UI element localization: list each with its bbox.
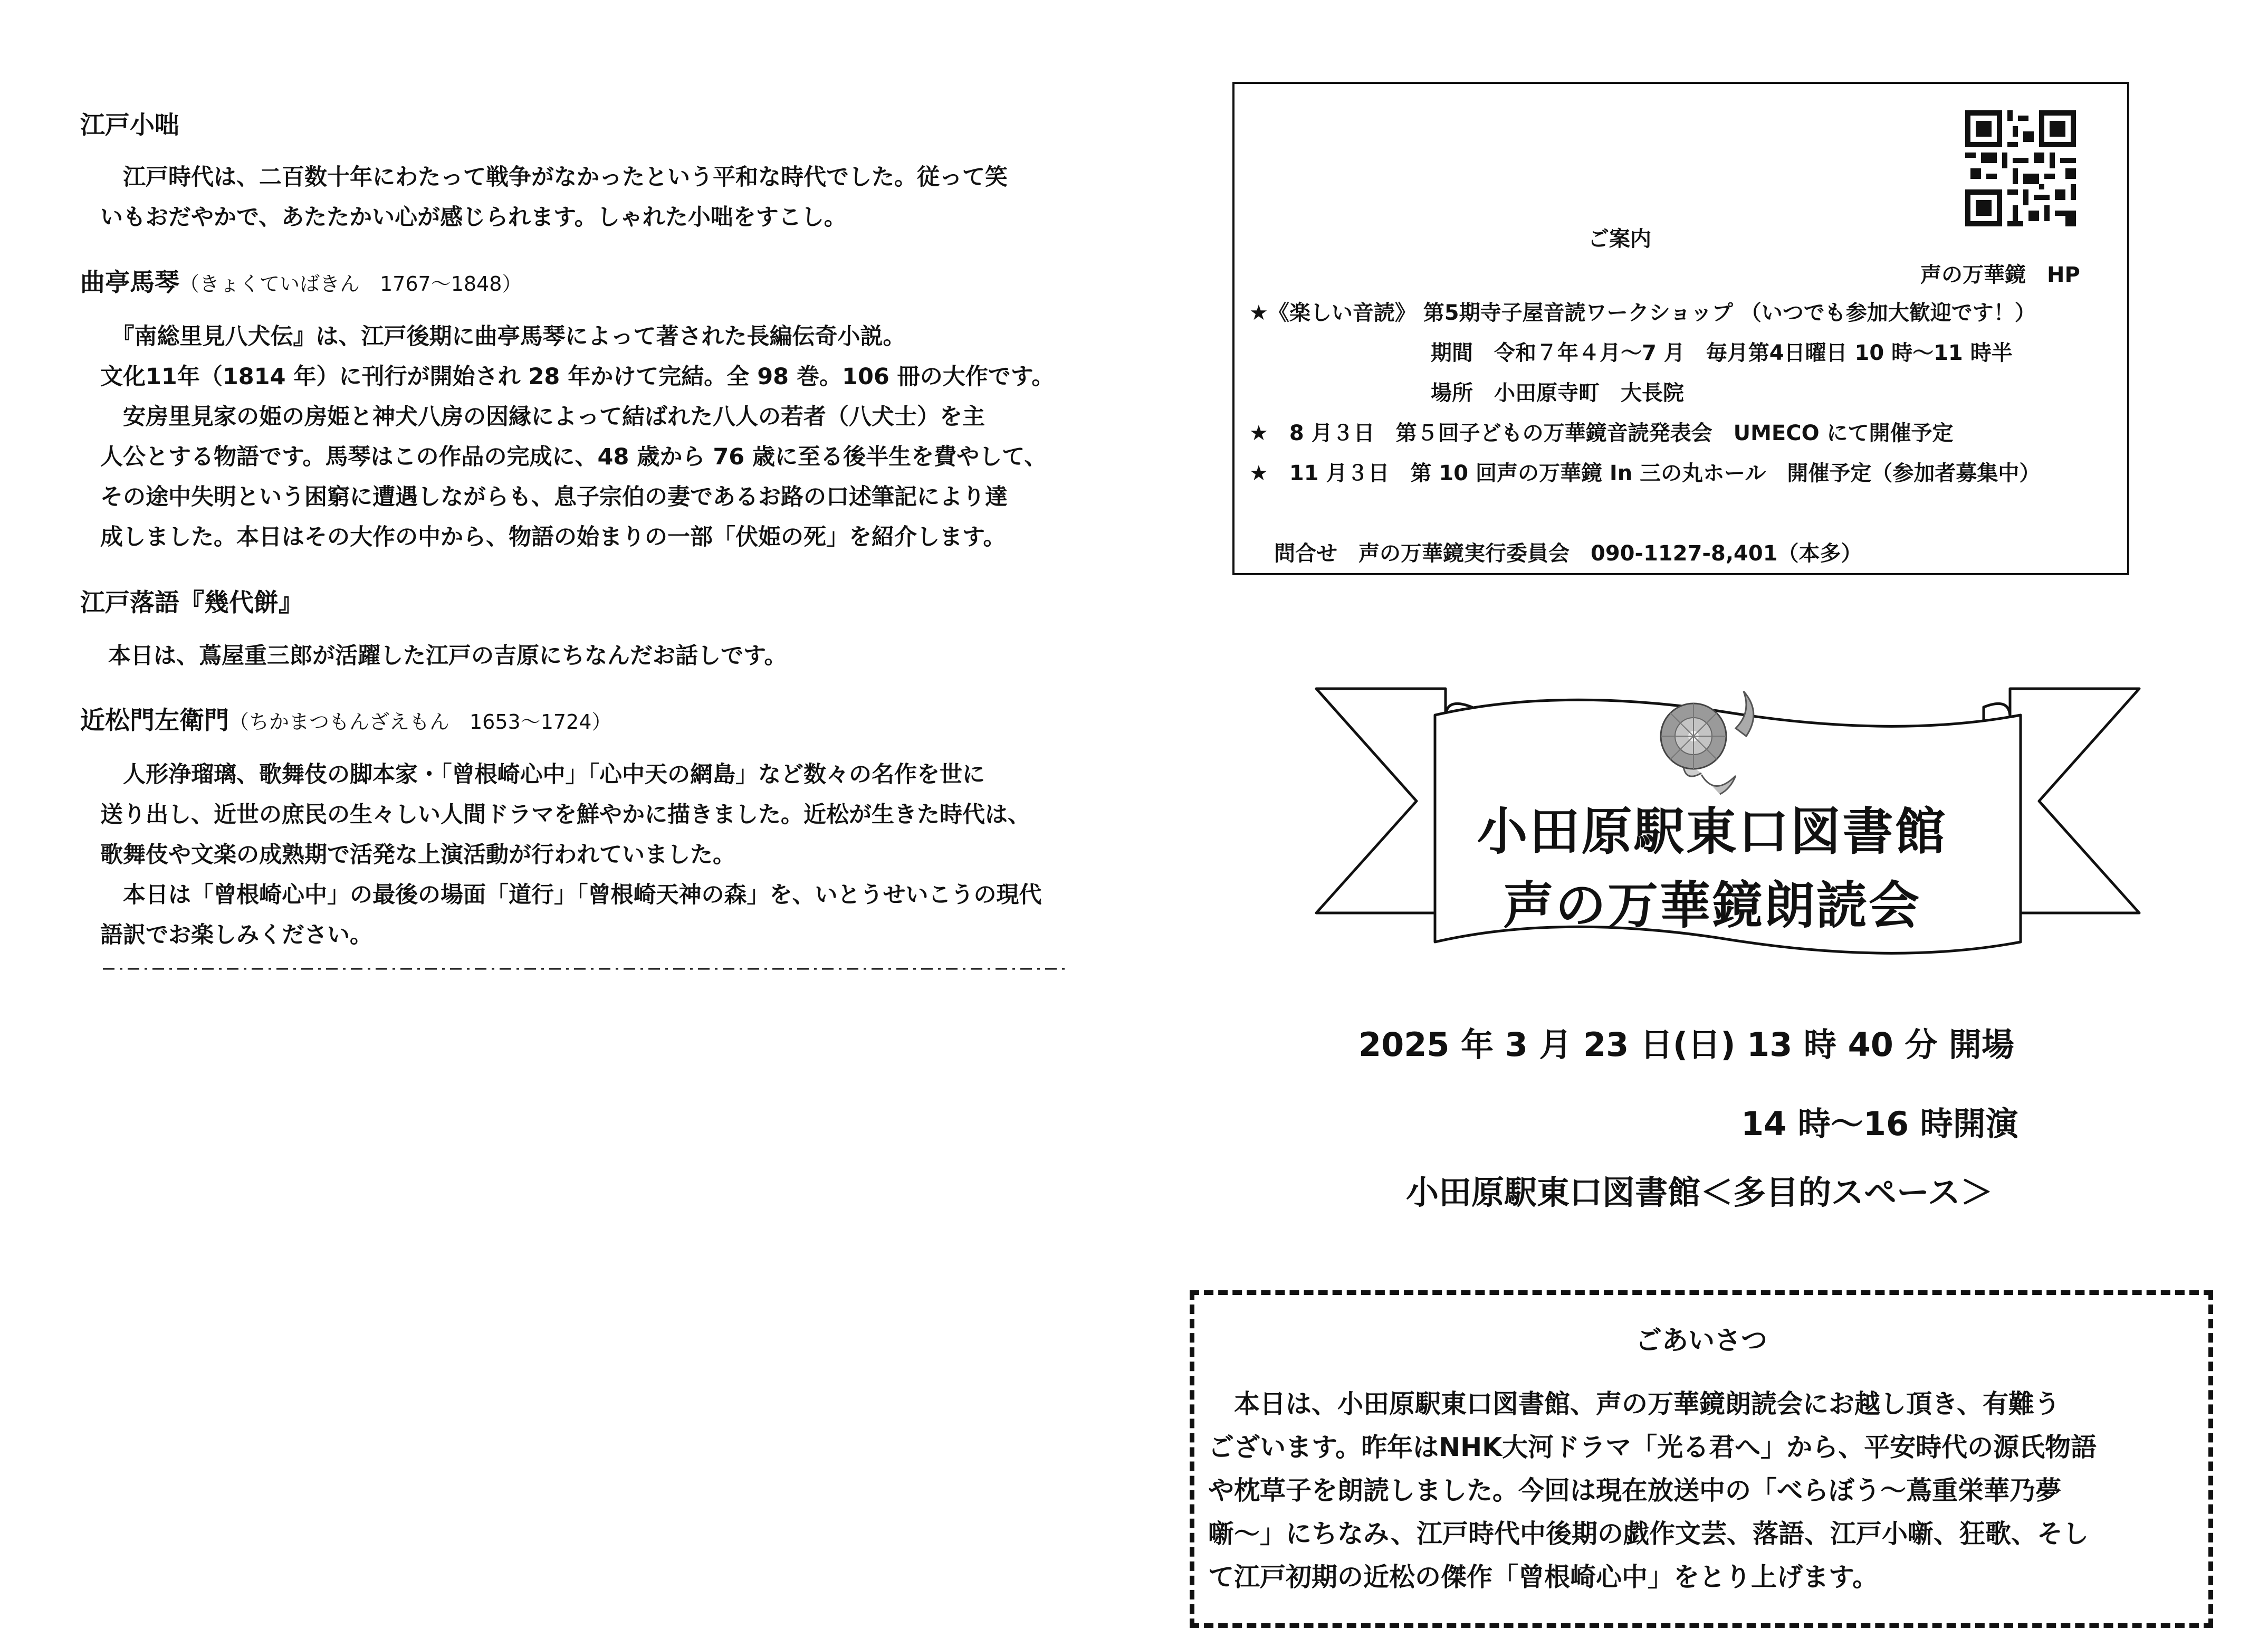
section-text-edo-kobanashi (100, 157, 1008, 237)
info-workshop: ★《楽しい音読》 第5期寺子屋音読ワークショップ （いつでも参加大歓迎です！） (1249, 301, 2036, 325)
section-title-edo-kobanashi: 江戸小咄 (80, 111, 179, 140)
info-event-august: ★ 8 月３日 第５回子どもの万華鏡音読発表会 UMECO にて開催予定 (1249, 421, 1954, 445)
qr-code-icon (1965, 110, 2076, 226)
section-title-text: 近松門左衛門 (80, 706, 229, 735)
info-event-november: ★ 11 月３日 第 10 回声の万華鏡 In 三の丸ホール 開催予定（参加者募集中） (1249, 461, 2041, 485)
text-line: や枕草子を朗読しました。今回は現在放送中の「べらぼう～蔦重栄華乃夢 (1208, 1475, 2062, 1506)
text-line: 送り出し、近世の庶民の生々しい人間ドラマを鮮やかに描きました。近松が生きた時代は、 (100, 802, 1030, 828)
text-line: ございます。昨年はNHK大河ドラマ「光る君へ」から、平安時代の源氏物語 (1208, 1432, 2097, 1462)
section-title-sub: （ちかまつもんざえもん 1653～1724） (229, 710, 612, 734)
greeting-text (1208, 1383, 2200, 1599)
text-line: 文化11年（1814 年）に刊行が開始され 28 年かけて完結。全 98 巻。106 冊の大作です。 (100, 364, 1055, 390)
section-title-chikamatsu (80, 701, 611, 736)
text-line: 噺～」にちなみ、江戸時代中後期の戯作文芸、落語、江戸小噺、狂歌、そし (1208, 1519, 2089, 1549)
event-date: 2025 年 3 月 23 日(日) 13 時 40 分 開場 (1358, 1025, 2015, 1064)
info-title: ご案内 (1588, 227, 1651, 251)
dash-dot-divider (103, 966, 1079, 972)
info-box (1232, 82, 2129, 575)
text-line: 安房里見家の姫の房姫と神犬八房の因縁によって結ばれた八人の若者（八犬士）を主 (100, 404, 985, 430)
section-title-ikuyomochi: 江戸落語『幾代餅』 (80, 588, 303, 617)
section-title-text: 曲亭馬琴 (80, 268, 179, 297)
event-venue: 小田原駅東口図書館＜多目的スペース＞ (1406, 1173, 1993, 1212)
text-line: 歌舞伎や文楽の成熟期で活発な上演活動が行われていました。 (100, 842, 735, 868)
text-line: その途中失明という困窮に遭遇しながらも、息子宗伯の妻であるお路の口述筆記により達 (100, 484, 1008, 510)
text-line: 本日は、蔦屋重三郎が活躍した江戸の吉原にちなんだお話しです。 (108, 643, 787, 669)
text-line: いもおだやかで、あたたかい心が感じられます。しゃれた小咄をすこし。 (100, 204, 847, 231)
text-line: 人公とする物語です。馬琴はこの作品の完成に、48 歳から 76 歳に至る後半生を費やして、 (100, 444, 1047, 470)
text-line: 成しました。本日はその大作の中から、物語の始まりの一部「伏姫の死」を紹介します。 (100, 524, 1006, 550)
greeting-title: ごあいさつ (1635, 1325, 1767, 1356)
event-time: 14 時～16 時開演 (1741, 1105, 2018, 1143)
text-line: て江戸初期の近松の傑作「曾根崎心中」をとり上げます。 (1208, 1562, 1879, 1592)
text-line: 『南総里見八犬伝』は、江戸後期に曲亭馬琴によって著された長編伝奇小説。 (100, 323, 906, 350)
text-line: 本日は「曾根崎心中」の最後の場面「道行」「曾根崎天神の森」を、いとうせいこうの現代 (100, 882, 1042, 908)
text-line: 本日は、小田原駅東口図書館、声の万華鏡朗読会にお越し頂き、有難う (1208, 1389, 2061, 1419)
section-text-ikuyomochi (108, 636, 787, 676)
section-title-bakin (80, 263, 522, 298)
info-place: 場所 小田原寺町 大長院 (1431, 381, 1684, 405)
hp-label: 声の万華鏡 HP (1920, 263, 2080, 287)
info-contact: 問合せ 声の万華鏡実行委員会 090-1127-8,401（本多） (1274, 541, 1862, 566)
banner-title-event: 声の万華鏡朗読会 (1503, 876, 1921, 935)
text-line: 語訳でお楽しみください。 (100, 922, 372, 948)
section-text-bakin (100, 317, 1054, 557)
section-title-sub: （きょくていばきん 1767～1848） (179, 272, 522, 296)
text-line: 江戸時代は、二百数十年にわたって戦争がなかったという平和な時代でした。従って笑 (100, 164, 1008, 191)
banner-title-library: 小田原駅東口図書館 (1477, 802, 1947, 861)
info-period: 期間 令和７年４月～7 月 毎月第4日曜日 10 時～11 時半 (1431, 341, 2013, 365)
text-line: 人形浄瑠璃、歌舞伎の脚本家・「曾根崎心中」「心中天の網島」など数々の名作を世に (100, 761, 985, 788)
section-text-chikamatsu (100, 755, 1042, 955)
